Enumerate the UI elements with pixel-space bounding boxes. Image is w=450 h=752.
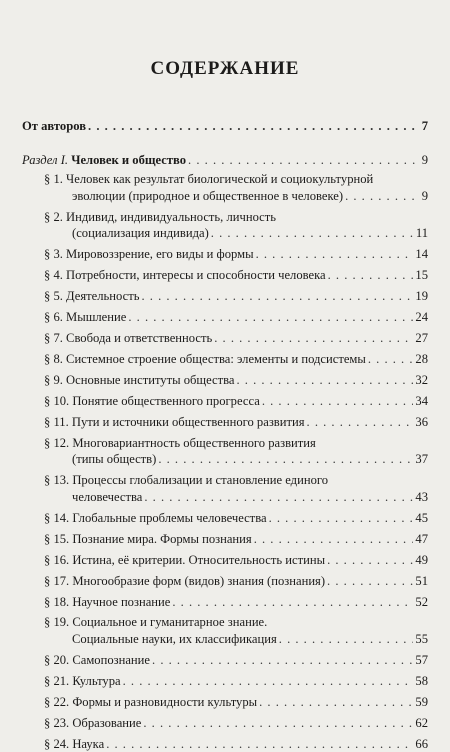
toc-entry-label: § 8. Системное строение общества: элементы и подсистемы [44,351,366,366]
toc-entry-label: § 3. Мировоззрение, его виды и формы [44,247,254,262]
toc-entry[interactable] [44,614,428,648]
dot-leader [106,736,413,752]
toc-entry-intro[interactable] [22,118,428,135]
toc-entry-title-line: § 19. Социальное и гуманитарное знание. [44,615,268,630]
toc-entry-label: § 16. Истина, её критерии. Относительность истины [44,552,326,567]
toc-page-number: 47 [415,531,428,546]
toc-page-number: 7 [421,119,428,133]
toc-page-number: 43 [415,489,428,504]
toc-page-number: 62 [415,715,428,730]
toc-entry[interactable] [44,267,428,284]
dot-leader [152,652,413,669]
toc-entry[interactable] [44,715,428,732]
toc-entry[interactable] [44,594,428,611]
toc-entry[interactable] [44,510,428,527]
dot-leader [269,510,414,527]
toc-page-number: 36 [415,414,428,429]
toc-entry-title-line: § 12. Многовариантность общественного развития [44,435,316,450]
dot-leader [345,188,420,205]
dot-leader [327,573,413,590]
toc-entry-label: эволюции (природное и общественное в человеке) [72,188,344,203]
dot-leader [128,309,413,326]
toc-entry-label: § 20. Самопознание [44,653,151,668]
dot-leader [256,246,414,263]
dot-leader [188,152,420,169]
toc-page-number: 9 [421,188,428,203]
dot-leader [327,552,413,569]
toc-entry-title-line: § 13. Процессы глобализации и становление единого [44,473,329,488]
toc-entry-label: Социальные науки, их классификация [72,632,277,647]
toc-entry[interactable] [44,552,428,569]
page-title: СОДЕРЖАНИЕ [150,58,300,79]
toc-page-number: 24 [415,310,428,325]
toc-entry[interactable] [44,171,428,205]
dot-leader [262,393,414,410]
toc-page-number: 37 [415,452,428,467]
toc-entry[interactable] [44,694,428,711]
toc-page-number: 59 [415,694,428,709]
toc-entry-label: человечества [72,489,143,504]
dot-leader [328,267,414,284]
dot-leader [144,489,413,506]
dot-leader [141,288,413,305]
toc-page-number: 52 [415,594,428,609]
toc-entry[interactable] [44,246,428,263]
toc-page-number: 27 [415,331,428,345]
toc-entry-label: § 10. Понятие общественного прогресса [44,393,260,408]
dot-leader [158,451,413,468]
toc-entry[interactable] [44,209,428,243]
toc-entry-title-line: § 1. Человек как результат биологической и социокультурной [44,172,374,186]
toc-entry-label: § 18. Научное познание [44,594,171,609]
dot-leader [259,694,413,711]
toc-entry-label: (социализация индивида) [72,226,209,241]
toc-entry[interactable] [44,652,428,669]
toc-entry[interactable] [44,472,428,506]
toc-entry[interactable] [44,351,428,368]
toc-entry-label: § 15. Познание мира. Формы познания [44,531,252,546]
toc-entry-label: § 4. Потребности, интересы и способности человека [44,268,326,283]
toc-page-number: 34 [415,393,428,408]
toc-entry[interactable] [44,736,428,752]
toc-page-number: 28 [415,351,428,366]
toc-entry[interactable] [44,372,428,389]
toc-entry[interactable] [44,414,428,431]
toc-page-number: 55 [415,632,428,647]
dot-leader [214,330,413,347]
toc-page-number: 51 [415,573,428,588]
toc-entry-label: § 6. Мышление [44,310,127,325]
toc-entry-label: От авторов [22,119,87,133]
toc-page-number: 49 [415,552,428,567]
dot-leader [143,715,413,732]
dot-leader [172,594,413,611]
toc-entry-label: § 5. Деятельность [44,289,140,304]
toc-entry[interactable] [44,573,428,590]
toc-entry-label: § 24. Наука [44,736,105,751]
toc-page-number: 19 [415,289,428,304]
toc-page-number: 9 [421,153,428,167]
toc-entry-label: § 17. Многообразие форм (видов) знания (познания) [44,573,326,588]
toc-page-number: 14 [415,247,428,262]
toc-entry-title-line: § 2. Индивид, индивидуальность, личность [44,209,277,224]
dot-leader [88,118,420,135]
dot-leader [236,372,413,389]
toc-entry[interactable] [44,309,428,326]
toc-entry[interactable] [44,673,428,690]
toc-page-number: 45 [415,510,428,525]
dot-leader [279,631,414,648]
toc-entry[interactable] [44,435,428,469]
toc-entry-label: § 21. Культура [44,674,121,688]
toc-entry-label: § 14. Глобальные проблемы человечества [44,510,267,525]
toc-entry-label: § 9. Основные институты общества [44,372,235,387]
toc-section-heading[interactable] [22,152,428,169]
toc-entry-label: (типы обществ) [72,452,157,467]
section-name: Человек и общество [71,153,187,167]
toc-entry[interactable] [44,531,428,548]
toc-page-number: 15 [415,268,428,283]
section-label: Раздел I. [22,153,69,167]
dot-leader [123,673,414,690]
dot-leader [368,351,414,368]
toc-entry-label: § 7. Свобода и ответственность [44,331,213,345]
toc-entry-label: § 23. Образование [44,715,142,730]
toc-page-number: 58 [415,674,428,688]
toc-page-number: 57 [415,653,428,668]
toc-entry[interactable] [44,393,428,410]
toc-entry[interactable] [44,288,428,305]
dot-leader [307,414,414,431]
dot-leader [254,531,414,548]
toc-entry-label: § 22. Формы и разновидности культуры [44,694,258,709]
toc-page-number: 11 [415,226,428,241]
toc-page-number: 66 [415,736,428,751]
dot-leader [211,225,414,242]
toc-entry-label: § 11. Пути и источники общественного развития [44,414,305,429]
toc-page-number: 32 [415,372,428,387]
toc-entry[interactable] [44,330,428,347]
